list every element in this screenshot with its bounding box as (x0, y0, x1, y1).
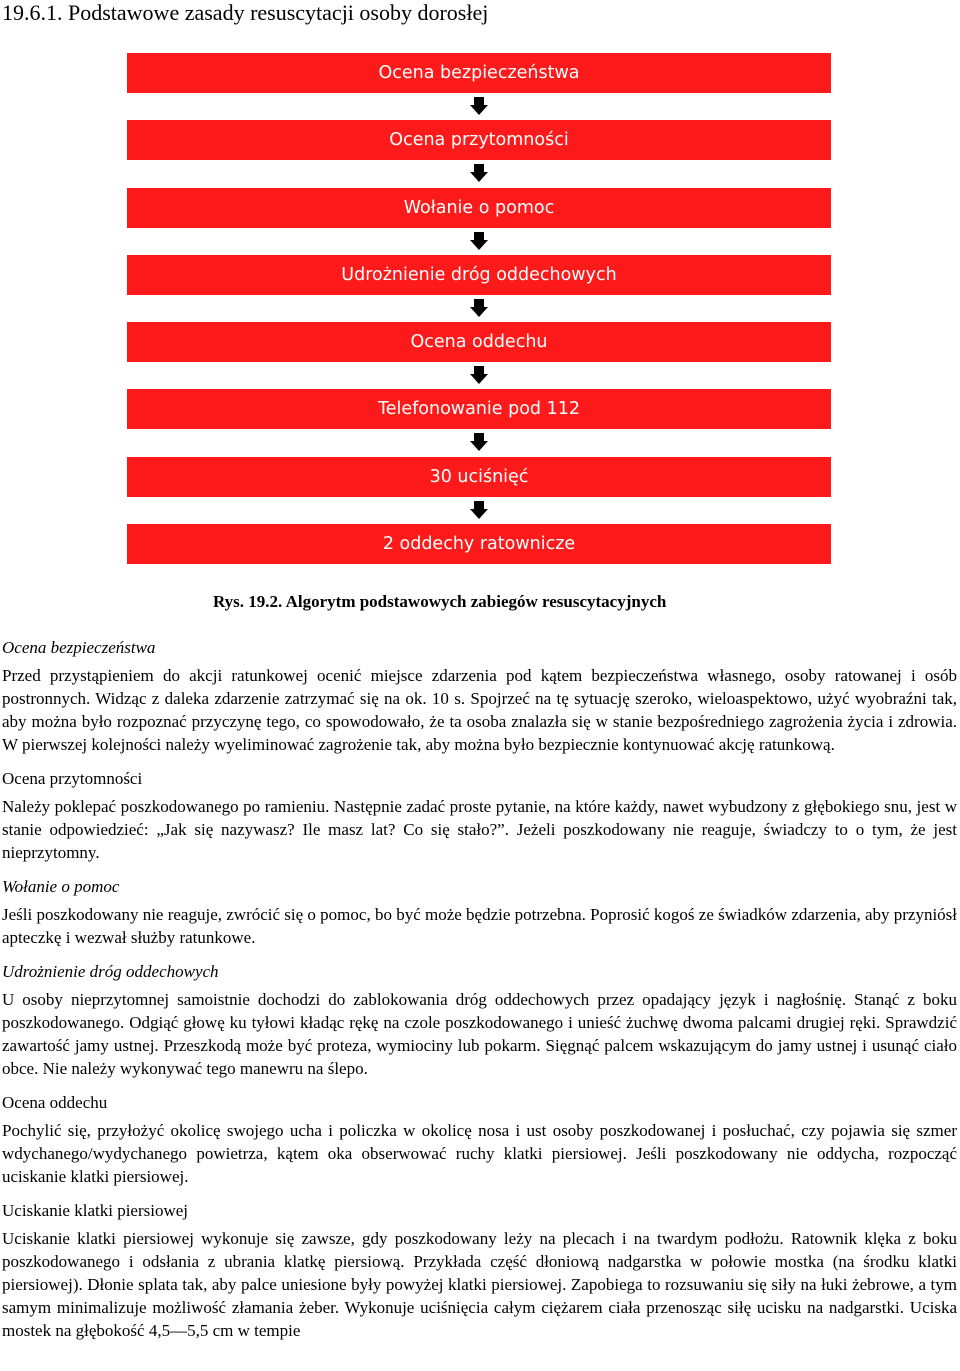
down-arrow-icon (127, 497, 831, 524)
section-title: Wołanie o pomoc (2, 877, 120, 896)
page-heading: 19.6.1. Podstawowe zasady resuscytacji osoby dorosłej (2, 0, 489, 25)
down-arrow-icon (127, 93, 831, 120)
flow-step-call-for-help: Wołanie o pomoc (127, 188, 831, 228)
section-title: Ocena bezpieczeństwa (2, 638, 156, 657)
flow-step-compressions: 30 uciśnięć (127, 457, 831, 497)
section-paragraph: Pochylić się, przyłożyć okolicę swojego ucha i policzka w okolicę nosa i ust osoby poszkodowanej i posłuchać, czy pojawia się szmer wdychanego/wydychanego powietrza, kątem oka obserwować ruchy klatki piersiowej. Jeśli poszkodowany nie oddycha, rozpocząć uciskanie klatki piersiowej. (2, 1121, 957, 1186)
down-arrow-icon (127, 295, 831, 322)
flow-step-consciousness: Ocena przytomności (127, 120, 831, 160)
flow-step-open-airway: Udrożnienie dróg oddechowych (127, 255, 831, 295)
figure-caption: Rys. 19.2. Algorytm podstawowych zabiegów resuscytacyjnych (213, 592, 667, 611)
section-paragraph: Jeśli poszkodowany nie reaguje, zwrócić się o pomoc, bo być może będzie potrzebna. Poprosić kogoś ze świadków zdarzenia, aby przyniósł apteczkę i wezwał służby ratunkowe. (2, 905, 958, 947)
section-title: Udrożnienie dróg oddechowych (2, 962, 219, 981)
down-arrow-icon (127, 362, 831, 389)
down-arrow-icon (127, 160, 831, 187)
section-title: Uciskanie klatki piersiowej (2, 1201, 189, 1220)
flow-step-rescue-breaths: 2 oddechy ratownicze (127, 524, 831, 564)
section-paragraph: Przed przystąpieniem do akcji ratunkowej ocenić miejsce zdarzenia pod kątem bezpieczeństwa własnego, osoby ratowanej i osób postronnych. Widząc z daleka zdarzenie zatrzymać się na ok. 10 s. Spojrzeć na tę sytuację szeroko, wieloaspektowo, użyć wyobraźni tak, aby można było rozpoznać przyczynę tego, co spowodowało, że ta osoba znalazła się w stanie bezpośredniego zagrożenia życia i zdrowia. W pierwszej kolejności należy wyeliminować zagrożenie tak, aby można było bezpiecznie kontynuować akcję ratunkową. (2, 666, 957, 754)
section-title: Ocena oddechu (2, 1093, 108, 1112)
down-arrow-icon (127, 228, 831, 255)
section-paragraph: U osoby nieprzytomnej samoistnie dochodzi do zablokowania dróg oddechowych przez opadający język i nagłośnię. Stanąć z boku poszkodowanego. Odgiąć głowę ku tyłowi kładąc rękę na czole poszkodowanego i unieść żuchwę dwoma palcami drugiej ręki. Sprawdzić zawartość jamy ustnej. Przeszkodą może być proteza, wymiociny lub pokarm. Sięgnąć palcem wskazującym do jamy ustnej i usunąć ciało obce. Nie należy wykonywać tego manewru na ślepo. (2, 990, 957, 1078)
document-body (2, 636, 957, 1342)
section-title: Ocena przytomności (2, 769, 143, 788)
section-paragraph: Uciskanie klatki piersiowej wykonuje się zawsze, gdy poszkodowany leży na plecach i na twardym podłożu. Ratownik klęka z boku poszkodowanego i odsłania z ubrania klatkę piersiową. Przykłada część dłoniową nadgarstka w połowie mostka (na środku klatki piersiowej). Dłonie splata tak, aby palce uniesione były powyżej klatki piersiowej. Zapobiega to rozsuwaniu się siły na łuki żebrowe, a tym samym minimalizuje możliwość złamania żeber. Wykonuje uciśnięcia całym ciężarem ciała przenosząc siłę ucisku na nadgarstki. Uciska mostek na głębokość 4,5—5,5 cm w tempie (2, 1229, 957, 1340)
section-paragraph: Należy poklepać poszkodowanego po ramieniu. Następnie zadać proste pytanie, na które każdy, nawet wybudzony z głębokiego snu, jest w stanie odpowiedzieć: „Jak się nazywasz? Ile masz lat? Co się stało?”. Jeżeli poszkodowany nie reaguje, świadczy to o tym, że jest nieprzytomny. (2, 797, 957, 862)
flow-step-breathing: Ocena oddechu (127, 322, 831, 362)
resuscitation-flowchart (127, 53, 831, 564)
down-arrow-icon (127, 429, 831, 456)
flow-step-phone-112: Telefonowanie pod 112 (127, 389, 831, 429)
flow-step-safety: Ocena bezpieczeństwa (127, 53, 831, 93)
